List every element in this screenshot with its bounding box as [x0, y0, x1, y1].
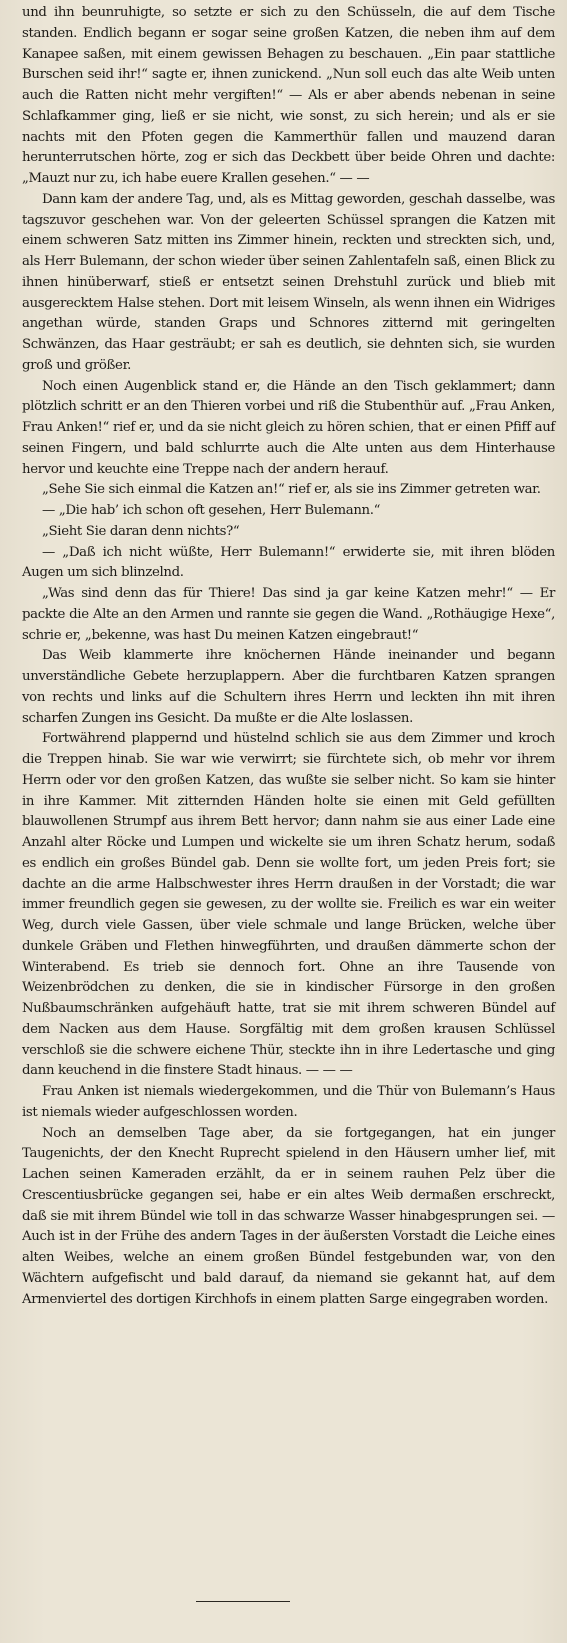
paragraph-accusation: „Was sind denn das für Thiere! Das sind ja gar keine Katzen mehr!“ — Er packte die Alte an den Armen und rannte sie gegen die Wand. „Rothäugige Hexe“, schrie er, „bekenne, was hast Du meinen Katzen eingebraut!“	[22, 586, 555, 643]
paragraph-question: „Sieht Sie daran denn nichts?“	[42, 523, 240, 539]
paragraph-look-at-cats: „Sehe Sie sich einmal die Katzen an!“ rief er, als sie ins Zimmer getreten war.	[42, 482, 541, 498]
story-text	[22, 3, 555, 1310]
paragraph-call-anken: Noch einen Augenblick stand er, die Hände an den Tisch geklammert; dann plötzlich schritt er an den Thieren vorbei und riß die Stubenthür auf. „Frau Anken, Frau Anken!“ rief er, und da sie nicht gleich zu hören schien, that er einen Pfiff auf seinen Fingern, und bald schlurrte auch die Alte unten aus dem Hinterhause hervor und keuchte eine Treppe nach der andern herauf.	[22, 378, 555, 477]
paragraph-never-returned: Frau Anken ist niemals wiedergekommen, und die Thür von Bulemann’s Haus ist niemals wieder aufgeschlossen worden.	[22, 1084, 555, 1120]
paragraph-flight: Fortwährend plappernd und hüstelnd schlich sie aus dem Zimmer und kroch die Treppen hinab. Sie war wie verwirrt; sie fürchtete sich, ob mehr vor ihrem Herrn oder vor den großen Katzen, das wußte sie selber nicht. So kam sie hinter in ihre Kammer. Mit zitternden Händen holte sie einen mit Geld gefüllten blauwollenen Strumpf aus ihrem Bett hervor; dann nahm sie aus einer Lade eine Anzahl alter Röcke und Lumpen und wickelte sie um ihren Schatz herum, sodaß es endlich ein großes Bündel gab. Denn sie wollte fort, um jeden Preis fort; sie dachte an die arme Halbschwester ihres Herrn draußen in der Vorstadt; die war immer freundlich gegen sie gewesen, zu der wollte sie. Freilich es war ein weiter Weg, durch viele Gassen, über viele schmale und lange Brücken, welche über dunkele Gräben und Flethen hinwegführten, und draußen dämmerte schon der Winterabend. Es trieb sie dennoch fort. Ohne an ihre Tausende von Weizenbrödchen zu denken, die sie in kindischer Fürsorge in den großen Nußbaumschränken aufgehäuft hatte, trat sie mit ihrem schweren Bündel auf dem Nacken aus dem Hause. Sorgfältig mit dem großen krausen Schlüssel verschloß sie die schwere eichene Thür, steckte ihn in ihre Ledertasche und ging dann keuchend in die finstere Stadt hinaus. — — —	[22, 731, 555, 1079]
paragraph-aftermath: Noch an demselben Tage aber, da sie fortgegangen, hat ein junger Taugenichts, der den Knecht Ruprecht spielend in den Häusern umher lief, mit Lachen seinen Kameraden erzählt, da er in seinem rauhen Pelz über die Crescentiusbrücke gegangen sei, habe er ein altes Weib dermaßen erschreckt, daß sie mit ihrem Bündel wie toll in das schwarze Wasser hinabgesprungen sei. — Auch ist in der Frühe des andern Tages in der äußersten Vorstadt die Leiche eines alten Weibes, welche an einem großen Bündel festgebunden war, von den Wächtern aufgefischt und bald darauf, da niemand sie gekannt hat, auf dem Armenviertel des dortigen Kirchhofs in einem platten Sarge eingegraben worden.	[22, 1125, 555, 1307]
paragraph-prayers: Das Weib klammerte ihre knöchernen Hände ineinander und begann unverständliche Gebete herzuplappern. Aber die furchtbaren Katzen sprangen von rechts und links auf die Schultern ihres Herrn und leckten ihn mit ihren scharfen Zungen ins Gesicht. Da mußte er die Alte loslassen.	[22, 648, 555, 726]
paragraph-continuation: und ihn beunruhigte, so setzte er sich zu den Schüsseln, die auf dem Tische standen. Endlich begann er sogar seine großen Katzen, die neben ihm auf dem Kanapee saßen, mit einem gewissen Behagen zu beschauen. „Ein paar stattliche Burschen seid ihr!“ sagte er, ihnen zunickend. „Nun soll euch das alte Weib unten auch die Ratten nicht mehr vergiften!“ — Als er aber abends nebenan in seine Schlafkammer ging, ließ er sie nicht, wie sonst, zu sich herein; und als er sie nachts mit den Pfoten gegen die Kammerthür fallen und mauzend daran herunterrutschen hörte, zog er sich das Deckbett über beide Ohren und dachte: „Mauzt nur zu, ich habe euere Krallen gesehen.“ — —	[22, 5, 555, 186]
paragraph-next-day: Dann kam der andere Tag, und, als es Mittag geworden, geschah dasselbe, was tagszuvor geschehen war. Von der geleerten Schüssel sprangen die Katzen mit einem schweren Satz mitten ins Zimmer hinein, reckten und streckten sich, und, als Herr Bulemann, der schon wieder über seinen Zahlentafeln saß, einen Blick zu ihnen hinüberwarf, stieß er entsetzt seinen Drehstuhl zurück und blieb mit ausgerecktem Halse stehen. Dort mit leisem Winseln, als wenn ihnen ein Widriges angethan würde, standen Graps und Schnores zitternd mit geringelten Schwänzen, das Haar gesträubt; er sah es deutlich, sie dehnten sich, sie wurden groß und größer.	[22, 191, 555, 373]
paragraph-anken-reply: — „Die hab’ ich schon oft gesehen, Herr Bulemann.“	[42, 503, 381, 518]
paragraph-anken-blinking: — „Daß ich nicht wüßte, Herr Bulemann!“ erwiderte sie, mit ihren blöden Augen um sich blinzelnd.	[22, 544, 555, 581]
section-end-rule	[196, 1601, 290, 1602]
